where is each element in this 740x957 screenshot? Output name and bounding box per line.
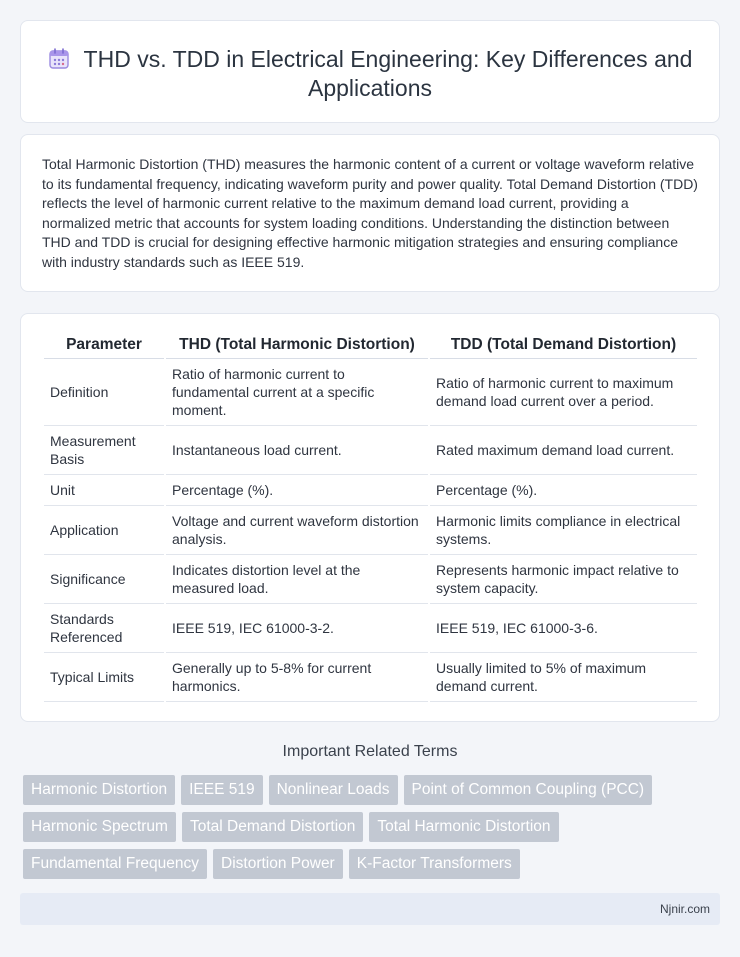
related-term-tag[interactable]: Distortion Power [213, 849, 343, 879]
table-cell: Percentage (%). [166, 475, 428, 506]
page-title-text: THD vs. TDD in Electrical Engineering: Key Differences and Applications [83, 46, 693, 101]
related-term-tag[interactable]: Point of Common Coupling (PCC) [404, 775, 653, 805]
related-term-tag[interactable]: K-Factor Transformers [349, 849, 520, 879]
footer [20, 893, 720, 925]
header-tdd: TDD (Total Demand Distortion) [430, 334, 697, 359]
calendar-icon [48, 48, 70, 70]
table-cell: Ratio of harmonic current to fundamental current at a specific moment. [166, 359, 428, 426]
related-term-tag[interactable]: Nonlinear Loads [269, 775, 398, 805]
related-term-tag[interactable]: Harmonic Distortion [23, 775, 175, 805]
related-term-tag[interactable]: Total Harmonic Distortion [369, 812, 558, 842]
table-cell: Harmonic limits compliance in electrical systems. [430, 506, 697, 555]
table-row [44, 555, 697, 604]
table-cell: Significance [44, 555, 164, 604]
table-cell: Standards Referenced [44, 604, 164, 653]
table-row [44, 653, 697, 702]
table-row [44, 475, 697, 506]
header-parameter: Parameter [44, 334, 164, 359]
table-cell: Typical Limits [44, 653, 164, 702]
table-row [44, 359, 697, 426]
table-cell: Unit [44, 475, 164, 506]
table-cell: Rated maximum demand load current. [430, 426, 697, 475]
table-cell: IEEE 519, IEC 61000-3-2. [166, 604, 428, 653]
intro-paragraph: Total Harmonic Distortion (THD) measures the harmonic content of a current or voltage waveform relative to its fundamental frequency, indicating waveform purity and power quality. Total Demand Distortion (TDD) reflects the level of harmonic current relative to the maximum demand load current, providing a normalized metric that accounts for system loading conditions. Understanding the distinction between THD and TDD is crucial for designing effective harmonic mitigation strategies and ensuring compliance with industry standards such as IEEE 519. [42, 156, 698, 270]
table-cell: Generally up to 5-8% for current harmonics. [166, 653, 428, 702]
intro-card [20, 134, 720, 292]
table-cell: Ratio of harmonic current to maximum demand load current over a period. [430, 359, 697, 426]
table-cell: Represents harmonic impact relative to system capacity. [430, 555, 697, 604]
related-terms [23, 775, 703, 886]
comparison-table [42, 334, 699, 702]
table-cell: Instantaneous load current. [166, 426, 428, 475]
table-row [44, 604, 697, 653]
table-cell: Percentage (%). [430, 475, 697, 506]
related-term-tag[interactable]: Total Demand Distortion [182, 812, 363, 842]
table-cell: Definition [44, 359, 164, 426]
related-term-tag[interactable]: IEEE 519 [181, 775, 263, 805]
table-cell: IEEE 519, IEC 61000-3-6. [430, 604, 697, 653]
table-cell: Voltage and current waveform distortion analysis. [166, 506, 428, 555]
header-thd: THD (Total Harmonic Distortion) [166, 334, 428, 359]
table-cell: Measurement Basis [44, 426, 164, 475]
table-row [44, 426, 697, 475]
tag-row [23, 775, 703, 805]
tag-row [23, 849, 703, 879]
table-cell: Usually limited to 5% of maximum demand current. [430, 653, 697, 702]
related-term-tag[interactable]: Fundamental Frequency [23, 849, 207, 879]
related-term-tag[interactable]: Harmonic Spectrum [23, 812, 176, 842]
related-terms-title: Important Related Terms [282, 743, 458, 760]
footer-site-link[interactable]: Njnir.com [659, 902, 710, 916]
page-title [21, 45, 719, 103]
title-card [20, 20, 720, 123]
table-row [44, 506, 697, 555]
table-cell: Indicates distortion level at the measured load. [166, 555, 428, 604]
tag-row [23, 812, 703, 842]
comparison-table-card [20, 313, 720, 722]
table-cell: Application [44, 506, 164, 555]
table-header-row [44, 334, 697, 359]
